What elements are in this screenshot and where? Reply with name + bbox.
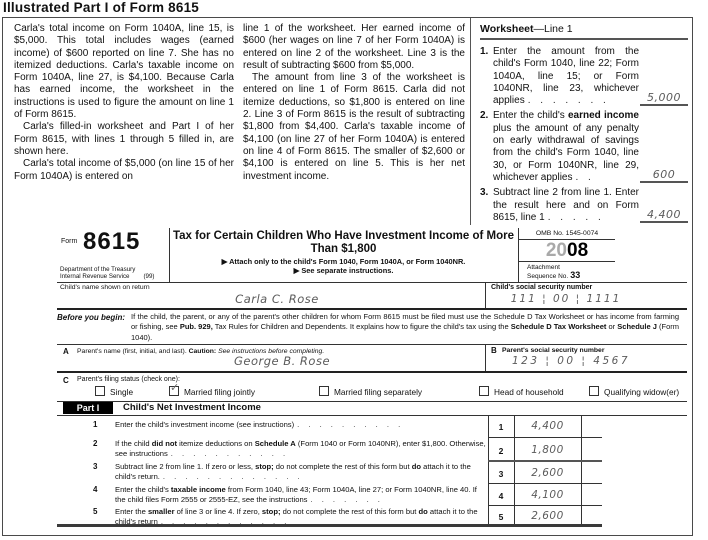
see-instructions-note: ▶ See separate instructions. <box>293 266 394 275</box>
part1-line-2 <box>57 437 687 460</box>
parent-name-value: George B. Rose <box>233 354 331 368</box>
worksheet-item-number: 1. <box>480 46 489 57</box>
part1-line-3 <box>57 460 687 483</box>
row-letter-a: A <box>63 347 69 356</box>
illustration-box <box>2 17 693 536</box>
line-text: Enter the smaller of line 3 or line 4. If zero, stop; do not complete the rest of this form but do attach it to the child's return . . . . . . . . . . . . <box>115 507 478 526</box>
form-number-cell <box>57 228 170 282</box>
narrative-paragraph: Carla's total income of $5,000 (on line 15 of her Form 1040A) is entered on <box>14 158 234 182</box>
attach-note: ▶ Attach only to the child's Form 1040, Form 1040A, or Form 1040NR. <box>221 257 466 266</box>
part1-title: Child's Net Investment Income <box>123 402 261 413</box>
line-2-amount: 1,800 <box>531 444 564 456</box>
worksheet-item-1 <box>480 46 688 107</box>
omb-cell <box>518 228 615 282</box>
line-text: If the child did not itemize deductions on Schedule A (Form 1040 or Form 1040NR), enter $1,800. Otherwise, see instructions . . . . . . . . . . . <box>115 439 486 458</box>
form-title-cell <box>170 228 517 282</box>
narrative-paragraph: Carla's total income on Form 1040A, line 15, is $5,000. This total includes wages (earned income) of $600 reported on line 7. She has no itemized deductions. Carla's taxable income on Form 1040A, line 27, is $4,100. Because Carla has earned income, the worksheet in the instructions is used to figure the amount on line 1 of Form 8615. <box>14 23 234 121</box>
parent-ssn-value: 123 ¦ 00 ¦ 4567 <box>511 355 631 367</box>
dot-leader: . . <box>575 171 592 183</box>
dot-leader: . . . . . . . <box>310 494 381 504</box>
parent-ssn-label: Parent's social security number <box>502 347 605 354</box>
dot-leader: . . . . . . . . . . . . <box>160 516 288 526</box>
line-number-cell: 1 <box>498 422 504 432</box>
filing-status-option-qualifying-widower: Qualifying widow(er) <box>589 386 679 397</box>
narrative-column-2 <box>243 23 465 183</box>
before-you-begin-text: If the child, the parent, or any of the parent's other children for whom Form 8615 must be filed must use the Schedule D Tax Worksheet or has income from farming or fishing, see Pub. 929, Tax Rules for Children and Dependents. It explains how to figure the child's tax using the Schedule D Tax Worksheet or Schedule J (Form 1040). <box>131 312 680 342</box>
dot-leader: . . . . . . . <box>527 95 607 107</box>
attachment-sequence: Attachment Sequence No. 33 <box>527 264 581 280</box>
form-header <box>57 228 687 283</box>
filing-status-option-married-separately: Married filing separately <box>319 386 422 397</box>
worksheet-title-rest: —Line 1 <box>533 23 573 35</box>
dot-leader: . . . . . . . . . . . . . <box>162 471 301 481</box>
line-number-cell: 4 <box>498 491 504 501</box>
worksheet-title-rule <box>480 38 688 40</box>
worksheet-title <box>480 23 688 35</box>
worksheet-item-2 <box>480 110 688 184</box>
parent-name-label: Parent's name (first, initial, and last). Caution: See instructions before completing. <box>77 348 325 355</box>
dot-leader: . . . . . <box>547 211 602 223</box>
row-letter-c: C <box>63 376 69 385</box>
dot-leader: . . . . . . . . . . . <box>170 448 287 458</box>
department-block: Department of the Treasury Internal Revenue Service (99) <box>60 265 155 280</box>
tax-year: 2008 <box>519 240 615 262</box>
checkbox-head-of-household <box>479 386 489 396</box>
checkbox-qualifying-widower <box>589 386 599 396</box>
line-text: Enter the child's taxable income from Form 1040, line 43; Form 1040A, line 27; or Form 1040NR, line 40. If the child files Form 2555 or 2555-EZ, see the instructions . . . . . . . <box>115 485 477 504</box>
child-name-value: Carla C. Rose <box>235 292 319 306</box>
child-name-row <box>57 283 687 310</box>
line-3-amount: 2,600 <box>531 467 564 479</box>
line-number: 2 <box>93 439 98 448</box>
narrative-paragraph: The amount from line 3 of the worksheet is entered on line 1 of Form 8615. Carla did not itemize deductions, so $1,800 is entered on line 2. Line 3 of Form 8615 is the result of subtracting $1,800 from $4,400. Carla's taxable income of $4,100 (on line 27 of her Form 1040A) is entered on line 4 of Form 8615. The smaller of $2,600 or $4,100 is entered on line 5. This is her net investment income. <box>243 72 465 182</box>
row-letter-b: B <box>491 346 497 355</box>
line-number-cell: 2 <box>498 446 504 456</box>
worksheet-amount-1: 5,000 <box>640 91 688 106</box>
parent-name-row <box>57 345 687 373</box>
line-5-amount: 2,600 <box>531 510 564 522</box>
worksheet-title-bold: Worksheet <box>480 23 534 35</box>
part1-line-5 <box>57 505 687 526</box>
form-word: Form <box>61 238 78 245</box>
line-number-cell: 3 <box>498 469 504 479</box>
checkmark: ✓ <box>170 381 180 394</box>
checkbox-married-jointly <box>169 381 180 396</box>
column-divider <box>470 18 471 225</box>
child-ssn-value: 111 ¦ 00 ¦ 1111 <box>510 293 622 305</box>
worksheet-item-text: Subtract line 2 from line 1. Enter the result here and on Form 8615, line 1 . . . . . <box>493 187 639 223</box>
part1-table <box>57 415 687 527</box>
worksheet-item-text: Enter the child's earned income plus the amount of any penalty on early withdrawal of savings from the child's Form 1040, line 30, or Form 1040NR, line 29, whichever applies . . <box>493 110 639 183</box>
line-number: 1 <box>93 420 98 429</box>
part1-tag: Part I <box>63 402 113 414</box>
line-number: 4 <box>93 485 98 494</box>
line-text: Subtract line 2 from line 1. If zero or less, stop; do not complete the rest of this form but do attach it to the child's return. . . . . . . . . . . . . . <box>115 462 471 481</box>
worksheet-amount-3: 4,400 <box>640 208 688 223</box>
omb-number: OMB No. 1545-0074 <box>519 228 615 240</box>
worksheet-item-number: 3. <box>480 187 489 199</box>
child-ssn-label: Child's social security number <box>491 284 593 291</box>
before-you-begin-row <box>57 311 687 345</box>
worksheet-item-3 <box>480 187 688 224</box>
part1-line-4 <box>57 483 687 505</box>
form-number: 8615 <box>83 228 141 255</box>
narrative-paragraph: Carla's filled-in worksheet and Part I of her Form 8615, with lines 1 through 5 filled in, are shown here. <box>14 121 234 157</box>
worksheet-line1-box <box>480 23 688 227</box>
filing-status-option-head-of-household: Head of household <box>479 386 564 397</box>
page-heading: Illustrated Part I of Form 8615 <box>3 0 200 15</box>
line-1-amount: 4,400 <box>531 420 564 432</box>
child-name-label: Child's name shown on return <box>60 284 150 291</box>
line-4-amount: 4,100 <box>531 489 564 501</box>
filing-status-label: Parent's filing status (check one): <box>77 376 180 383</box>
line-number-cell: 5 <box>498 512 504 522</box>
worksheet-item-text: Enter the amount from the child's Form 1040, line 22; Form 1040A, line 15; or Form 1040NR, line 23, whichever applies . . . . . . . <box>493 46 639 107</box>
checkbox-married-separately <box>319 386 329 396</box>
worksheet-amount-2: 600 <box>640 168 688 183</box>
part1-line-1 <box>57 415 687 437</box>
filing-status-option-single: Single <box>95 386 133 397</box>
child-ssn-cell <box>485 283 687 308</box>
part1-header-bar <box>57 402 687 416</box>
parent-ssn-cell <box>485 345 687 371</box>
before-you-begin-label: Before you begin: <box>57 313 126 322</box>
worksheet-item-number: 2. <box>480 110 489 122</box>
narrative-column-1 <box>14 23 234 183</box>
line-text: Enter the child's investment income (see instructions) . . . . . . . . . . <box>115 420 402 429</box>
dot-leader: . . . . . . . . . . <box>297 420 402 429</box>
filing-status-row <box>57 374 687 402</box>
filing-status-option-married-jointly: ✓ Married filing jointly <box>170 381 256 397</box>
line-number: 5 <box>93 507 98 516</box>
narrative-paragraph: line 1 of the worksheet. Her earned income of $600 (her wages on line 7 of her Form 1040A) is entered on line 2 of the worksheet. Line 3 is the result of subtracting $600 from $5,000. <box>243 23 465 71</box>
line-number: 3 <box>93 462 98 471</box>
form-title: Tax for Certain Children Who Have Investment Income of More Than $1,800 <box>172 230 514 255</box>
checkbox-single <box>95 386 105 396</box>
